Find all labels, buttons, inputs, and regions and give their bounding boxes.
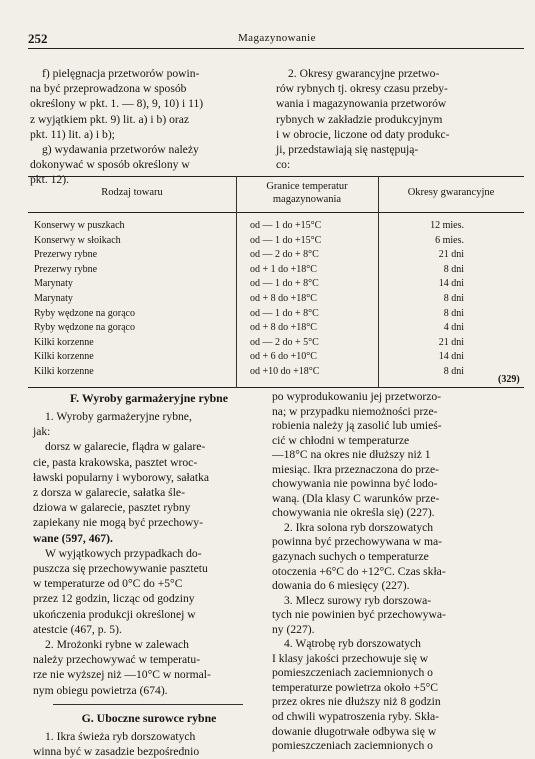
product-name-cell: Kilki korzenne xyxy=(34,366,94,377)
section-f-title: F. Wyroby garmażeryjne rybne xyxy=(70,391,228,405)
text-line: waną. (Dla klasy C warunków prze- xyxy=(272,491,440,505)
text-line: ławski popularny i wyborowy, sałatka xyxy=(33,470,210,484)
table-row xyxy=(28,233,524,248)
left-bottom-column xyxy=(33,390,265,759)
temperature-range-cell: od — 2 do + 8°C xyxy=(250,249,319,261)
warranty-period-cell: 8 dni xyxy=(443,366,464,377)
warranty-period-cell: 4 dni xyxy=(443,322,464,334)
text-line: 3. Mlecz surowy ryb dorszowa- xyxy=(284,593,432,607)
text-line: —18°C na okres nie dłuższy niż 1 xyxy=(272,448,431,462)
text-line: 2. Okresy gwarancyjne przetwo- xyxy=(288,67,440,80)
header-temperature-line2: magazynowania xyxy=(272,194,342,205)
temperature-range-cell: od — 1 do +15°C xyxy=(250,234,322,246)
warranty-period-cell: 8 dni xyxy=(443,263,464,275)
product-name-cell: Konserwy w puszkach xyxy=(34,220,125,231)
text-line: w temperaturze od 0°C do +5°C xyxy=(33,577,183,591)
product-name-cell: Konserwy w słoikach xyxy=(34,234,121,246)
table-header-rule xyxy=(28,212,524,213)
text-line: 1. Wyroby garmażeryjne rybne, xyxy=(45,410,192,423)
table-row xyxy=(28,276,524,291)
temperature-range-cell: od + 8 do +18°C xyxy=(250,322,317,334)
text-line: rze nie wyższej niż —10°C w normal- xyxy=(33,668,211,682)
text-line: pomieszczeniach zaciemnionych o xyxy=(272,666,433,680)
running-title: Magazynowanie xyxy=(238,32,316,44)
text-line: I klasy jakości przechowuje się w xyxy=(272,651,429,665)
warranty-period-cell: 6 mies. xyxy=(435,234,464,246)
table-row xyxy=(28,306,524,321)
temperature-range-cell: od — 1 do + 8°C xyxy=(250,307,319,319)
text-line: należy przechowywać w temperatu- xyxy=(33,653,201,667)
text-line: od chwili wypatroszenia ryby. Skła- xyxy=(272,710,439,724)
product-name-cell: Marynaty xyxy=(34,293,73,304)
text-line: 1. Ikra świeża ryb dorszowatych xyxy=(45,729,196,743)
section-divider xyxy=(53,704,243,705)
text-line: tych nie powinien być przechowywa- xyxy=(272,608,446,622)
table-bottom-rule xyxy=(28,387,524,388)
table-row xyxy=(28,320,524,335)
text-line: dowania do 6 miesięcy (227). xyxy=(272,579,410,593)
warranty-period-cell: 14 dni xyxy=(438,278,464,290)
warranty-period-cell: 21 dni xyxy=(438,336,464,348)
text-line: co: xyxy=(276,158,291,172)
temperature-range-cell: od + 6 do +10°C xyxy=(250,351,317,363)
text-line: 2. Mrożonki rybne w zalewach xyxy=(45,638,189,652)
section-g-title: G. Uboczne surowce rybne xyxy=(81,710,217,725)
product-name-cell: Kilki korzenne xyxy=(34,351,94,363)
text-line: i w obrocie, liczone od daty produkc- xyxy=(276,127,450,141)
page-number: 252 xyxy=(28,31,48,46)
temperature-range-cell: od — 1 do + 8°C xyxy=(250,278,319,290)
text-line: ny (227). xyxy=(272,622,315,636)
text-line: z wyjątkiem pkt. 9) lit. a) i b) oraz xyxy=(30,112,190,126)
text-line: f) pielęgnacja przetworów powin- xyxy=(42,67,200,80)
table-top-rule xyxy=(28,176,524,177)
warranty-period-cell: 21 dni xyxy=(438,249,464,261)
text-line: cić w chłodni w temperaturze xyxy=(272,433,410,447)
text-line: pkt. 12). xyxy=(30,173,69,187)
warranty-period-cell: 8 dni xyxy=(443,293,464,304)
temperature-range-cell: od — 2 do + 5°C xyxy=(250,336,319,348)
table-row xyxy=(28,291,524,306)
text-line: ji, przedstawiają się następują- xyxy=(276,143,419,157)
text-line: g) wydawania przetworów należy xyxy=(42,143,199,157)
text-line: rów rybnych tj. okresy czasu przeby- xyxy=(276,82,448,96)
text-line: atestcie (467, p. 5). xyxy=(33,622,122,636)
temperature-range-cell: od + 8 do +18°C xyxy=(250,293,317,304)
table-row xyxy=(28,218,524,233)
table-row xyxy=(28,247,524,262)
header-warranty-period: Okresy gwarancyjne xyxy=(407,187,495,198)
text-line: pomieszczeniach zaciemnionych o xyxy=(272,739,433,753)
product-name-cell: Marynaty xyxy=(34,278,73,290)
text-line: gazynach suchych o temperaturze xyxy=(272,550,429,564)
warranty-period-cell: 12 mies. xyxy=(430,220,464,231)
text-line: miesiąc. Ikra przeznaczona do prze- xyxy=(272,462,440,476)
text-line: ukończenia produkcji określonej w xyxy=(33,607,196,621)
text-line: cie, pasta krakowska, pasztet wroc- xyxy=(33,455,198,469)
text-line: powinna być przechowywana w ma- xyxy=(272,535,442,549)
header-temperature-line1: Granice temperatur xyxy=(266,181,348,192)
text-line: robienia należy ją zasolić lub umieś- xyxy=(272,419,442,433)
warranty-period-cell: 8 dni xyxy=(443,307,464,319)
text-line: temperaturze powietrza około +5°C xyxy=(272,680,439,694)
text-line: puszcza się przechowywanie pasztetu xyxy=(33,562,208,576)
text-line: dorsz w galarecie, flądra w galare- xyxy=(45,440,206,454)
right-top-column xyxy=(276,66,524,172)
text-line: otoczenia +6°C do +12°C. Czas skła- xyxy=(272,564,446,578)
product-name-cell: Prezerwy rybne xyxy=(34,249,98,261)
source-note: (329) xyxy=(498,374,520,385)
page-header xyxy=(28,32,524,49)
warranty-period-cell: 14 dni xyxy=(438,351,464,363)
text-line: jak: xyxy=(33,425,51,439)
text-line: zapiekany nie mogą być przechowy- xyxy=(33,516,203,530)
text-line: na; w przypadku niemożności prze- xyxy=(272,404,438,418)
text-line: 2. Ikra solona ryb dorszowatych xyxy=(284,520,434,534)
table-row xyxy=(28,364,524,379)
text-line: chowywania nie określa się) (227). xyxy=(272,506,435,520)
text-line: chowywania nie powinna być lodo- xyxy=(272,477,438,491)
product-name-cell: Kilki korzenne xyxy=(34,336,94,348)
text-line: na być przeprowadzona w sposób xyxy=(30,82,187,96)
text-line: z dorsza w galarecie, sałatka śle- xyxy=(33,486,185,500)
product-name-cell: Ryby wędzone na gorąco xyxy=(34,322,135,334)
temperature-range-cell: od + 1 do +18°C xyxy=(250,263,317,275)
text-line: dowanie długotrwałe odbywa się w xyxy=(272,724,437,738)
text-line: określony w pkt. 1. — 8), 9, 10) i 11) xyxy=(30,97,204,111)
text-line: dokonywać w sposób określony w xyxy=(30,158,190,172)
text-line: przez 12 godzin, licząc od godziny xyxy=(33,592,195,606)
text-line: winna być w zasadzie bezpośrednio xyxy=(33,745,200,759)
text-line: wania i magazynowania przetworów xyxy=(276,97,447,111)
text-line: przez okres nie dłuższy niż 8 godzin xyxy=(272,695,441,709)
left-top-column xyxy=(30,66,262,188)
table-row xyxy=(28,262,524,277)
warranty-table xyxy=(28,176,524,388)
right-bottom-column xyxy=(272,390,524,754)
text-line: wane (597, 467). xyxy=(33,531,113,545)
text-line: W wyjątkowych przypadkach do- xyxy=(45,546,202,560)
text-line: po wyprodukowaniu jej przetworzo- xyxy=(272,390,442,403)
table-row xyxy=(28,335,524,350)
table-row xyxy=(28,349,524,364)
product-name-cell: Prezerwy rybne xyxy=(34,263,98,275)
header-product-type: Rodzaj towaru xyxy=(101,187,163,198)
text-line: pkt. 11) lit. a) i b); xyxy=(30,127,115,141)
text-line: dziowa w galarecie, pasztet rybny xyxy=(33,501,191,515)
temperature-range-cell: od — 1 do +15°C xyxy=(250,220,322,231)
header-temperature xyxy=(236,180,378,206)
text-line: nym obiegu powietrza (674). xyxy=(33,683,168,697)
text-line: rybnych w zakładzie produkcyjnym xyxy=(276,112,443,126)
product-name-cell: Ryby wędzone na gorąco xyxy=(34,307,135,319)
temperature-range-cell: od +10 do +18°C xyxy=(250,366,320,377)
text-line: 4. Wątrobę ryb dorszowatych xyxy=(284,637,421,651)
